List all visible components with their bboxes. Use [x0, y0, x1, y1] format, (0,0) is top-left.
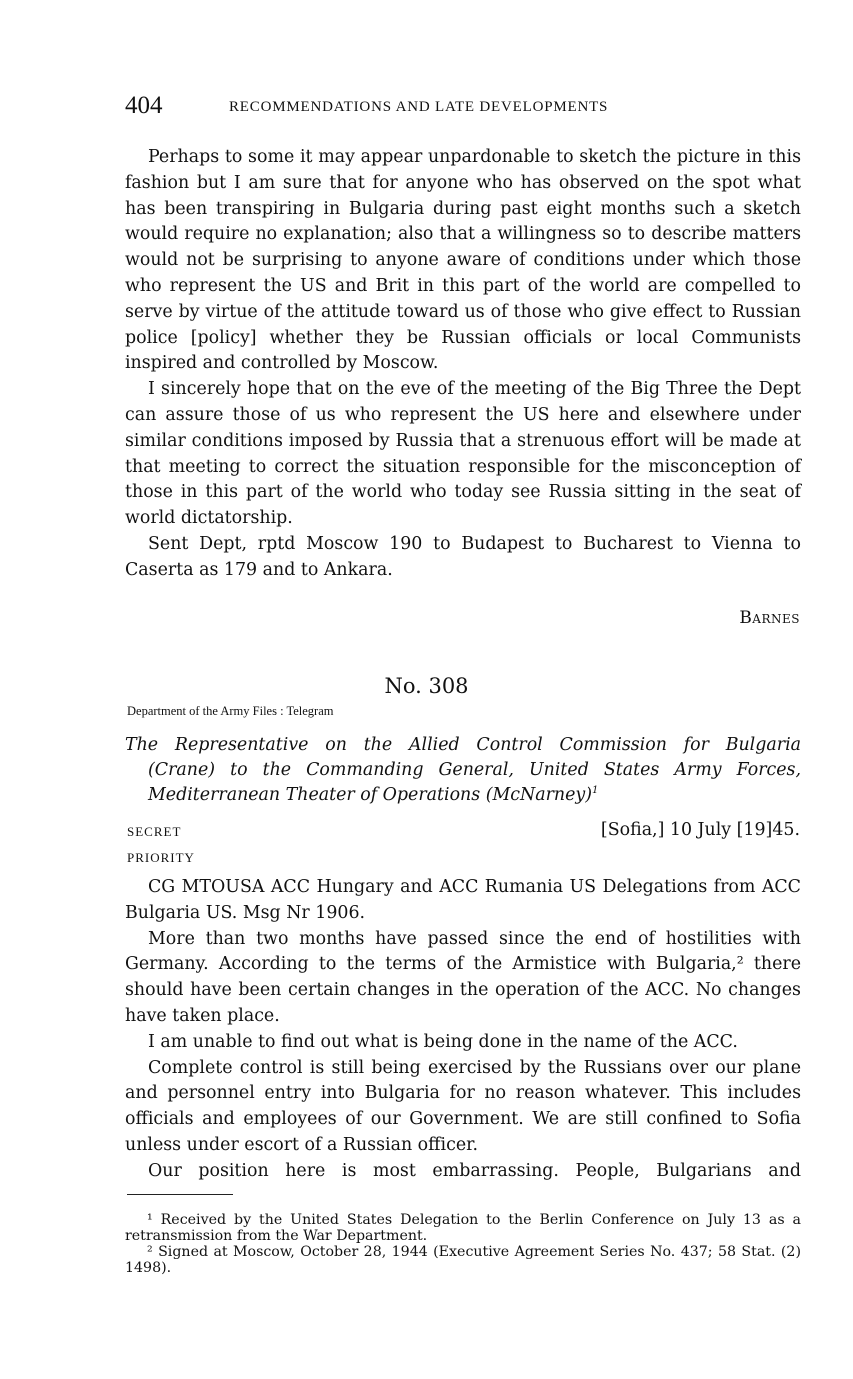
running-title: RECOMMENDATIONS AND LATE DEVELOPMENTS: [229, 99, 609, 115]
paragraph: Sent Dept, rptd Moscow 190 to Budapest to Bucharest to Vienna to Caserta as 179 and to Ankara.: [125, 533, 801, 580]
document-source: Department of the Army Files : Telegram: [127, 704, 334, 718]
footnote-ref: 1: [592, 785, 599, 797]
paragraph: CG MTOUSA ACC Hungary and ACC Rumania US Delegations from ACC Bulgaria US. Msg Nr 1906.: [125, 877, 801, 923]
title-line-text: Mediterranean Theater of Operations (McNarney): [148, 785, 593, 805]
footnote-rule: [127, 1194, 233, 1195]
title-line: [125, 783, 801, 808]
telegram-text: [125, 875, 801, 1185]
paragraph: Perhaps to some it may appear unpardonable to sketch the picture in this fashion but I am sure that for anyone who has observed on the spot what has been transpiring in Bulgaria during past eight months such a sketch would require no explanation; also that a willingness so to describe matters would not be surprising to anyone aware of conditions under which those who represent the US and Brit in this part of the world are compelled to serve by virtue of the attitude toward us of those who give effect to Russian police [policy] whether they be Russian officials or local Communists inspired and controlled by Moscow.: [125, 147, 801, 374]
footnote: ¹ Received by the United States Delegation to the Berlin Conference on July 13 as a retransmission from the War Department.: [125, 1212, 801, 1244]
dateline: [Sofia,] 10 July [19]45.: [600, 820, 800, 840]
paragraph: I sincerely hope that on the eve of the meeting of the Big Three the Dept can assure those of us who represent the US here and elsewhere under similar conditions imposed by Russia that a strenuous effort will be made at that meeting to correct the situation responsible for the misconception of those in this part of the world who today see Russia sitting in the seat of world dictatorship.: [125, 379, 801, 529]
running-header: [125, 92, 801, 126]
document-title: [125, 733, 801, 808]
classification-secret: SECRET: [127, 824, 182, 839]
footnote: ² Signed at Moscow, October 28, 1944 (Executive Agreement Series No. 437; 58 Stat. (2) 1498).: [125, 1244, 801, 1276]
page-number: 404: [125, 92, 163, 119]
footnotes: [125, 1212, 801, 1276]
signature: Barnes: [739, 608, 800, 628]
continued-text: [125, 145, 801, 584]
paragraph: I am unable to find out what is being done in the name of the ACC.: [148, 1031, 738, 1052]
document-number: No. 308: [384, 674, 469, 698]
title-line: The Representative on the Allied Control Commission for Bulgaria: [125, 735, 801, 755]
classification-priority: PRIORITY: [127, 850, 195, 865]
paragraph: More than two months have passed since the end of hostilities with Germany. According to the terms of the Armistice with Bulgaria,² there should have been certain changes in the operation of the ACC. No changes have taken place.: [125, 928, 801, 1026]
paragraph: Our position here is most embarrassing. People, Bulgarians and: [148, 1160, 801, 1181]
title-line: (Crane) to the Commanding General, United States Army Forces,: [148, 760, 801, 780]
paragraph: Complete control is still being exercised by the Russians over our plane and personnel entry into Bulgaria for no reason whatever. This includes officials and employees of our Government. We are still confined to Sofia unless under escort of a Russian officer.: [125, 1057, 801, 1155]
